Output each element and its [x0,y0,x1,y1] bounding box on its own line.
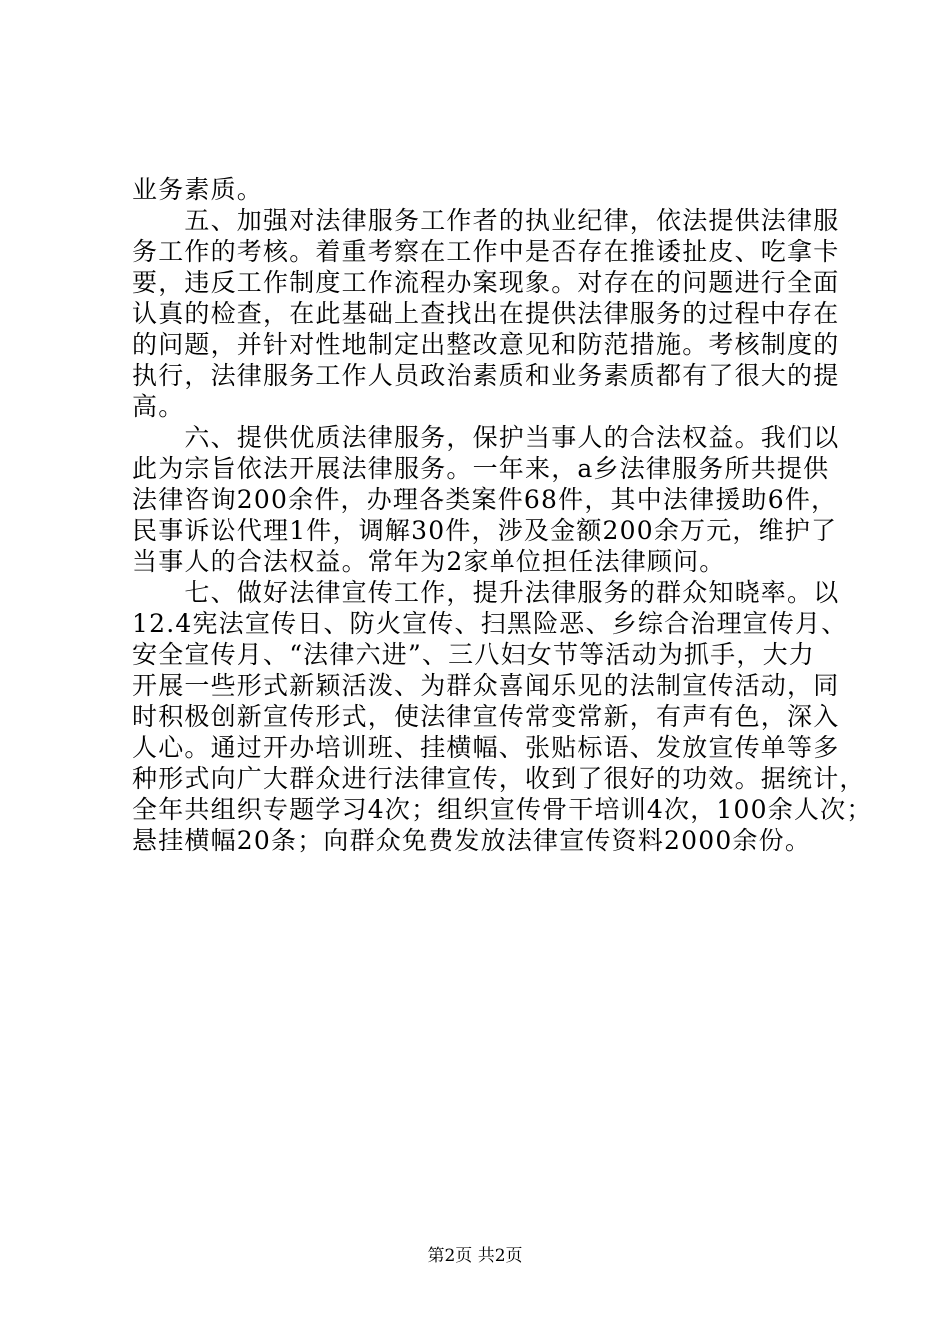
body-text-line: 当事人的合法权益。常年为2家单位担任法律顾问。 [132,547,726,576]
body-text-line: 认真的检查，在此基础上查找出在提供法律服务的过程中存在 [132,299,840,328]
body-text-line: 业务素质。 [132,175,264,204]
body-text-line: 民事诉讼代理1件，调解30件，涉及金额200余万元，维护了 [132,516,838,545]
body-text-line: 要，违反工作制度工作流程办案现象。对存在的问题进行全面 [132,268,840,297]
body-text-line: 高。 [132,392,185,421]
body-text-line: 的问题，并针对性地制定出整改意见和防范措施。考核制度的 [132,330,840,359]
body-text-line: 五、加强对法律服务工作者的执业纪律，依法提供法律服 [132,206,840,235]
body-text-line: 七、做好法律宣传工作，提升法律服务的群众知晓率。以 [132,578,840,607]
body-text-line: 人心。通过开办培训班、挂横幅、张贴标语、发放宣传单等多 [132,733,840,762]
body-text-line: 安全宣传月、“法律六进”、三八妇女节等活动为抓手，大力 [132,640,815,669]
body-text-line: 六、提供优质法律服务，保护当事人的合法权益。我们以 [132,423,840,452]
body-text-line: 此为宗旨依法开展法律服务。一年来，a乡法律服务所共提供 [132,454,830,483]
body-text-line: 悬挂横幅20条；向群众免费发放法律宣传资料2000余份。 [132,826,812,855]
body-text-line: 开展一些形式新颖活泼、为群众喜闻乐见的法制宣传活动，同 [132,671,840,700]
body-text-line: 全年共组织专题学习4次；组织宣传骨干培训4次，100余人次； [132,795,873,824]
body-text-line: 务工作的考核。着重考察在工作中是否存在推诿扯皮、吃拿卡 [132,237,840,266]
body-text-line: 时积极创新宣传形式，使法律宣传常变常新，有声有色，深入 [132,702,840,731]
page-number-footer: 第2页 共2页 [427,1246,523,1266]
body-text-line: 12.4宪法宣传日、防火宣传、扫黑险恶、乡综合治理宣传月、 [132,609,848,638]
body-text-line: 执行，法律服务工作人员政治素质和业务素质都有了很大的提 [132,361,840,390]
body-text-line: 种形式向广大群众进行法律宣传，收到了很好的功效。据统计， [132,764,866,793]
body-text-line: 法律咨询200余件，办理各类案件68件，其中法律援助6件， [132,485,838,514]
